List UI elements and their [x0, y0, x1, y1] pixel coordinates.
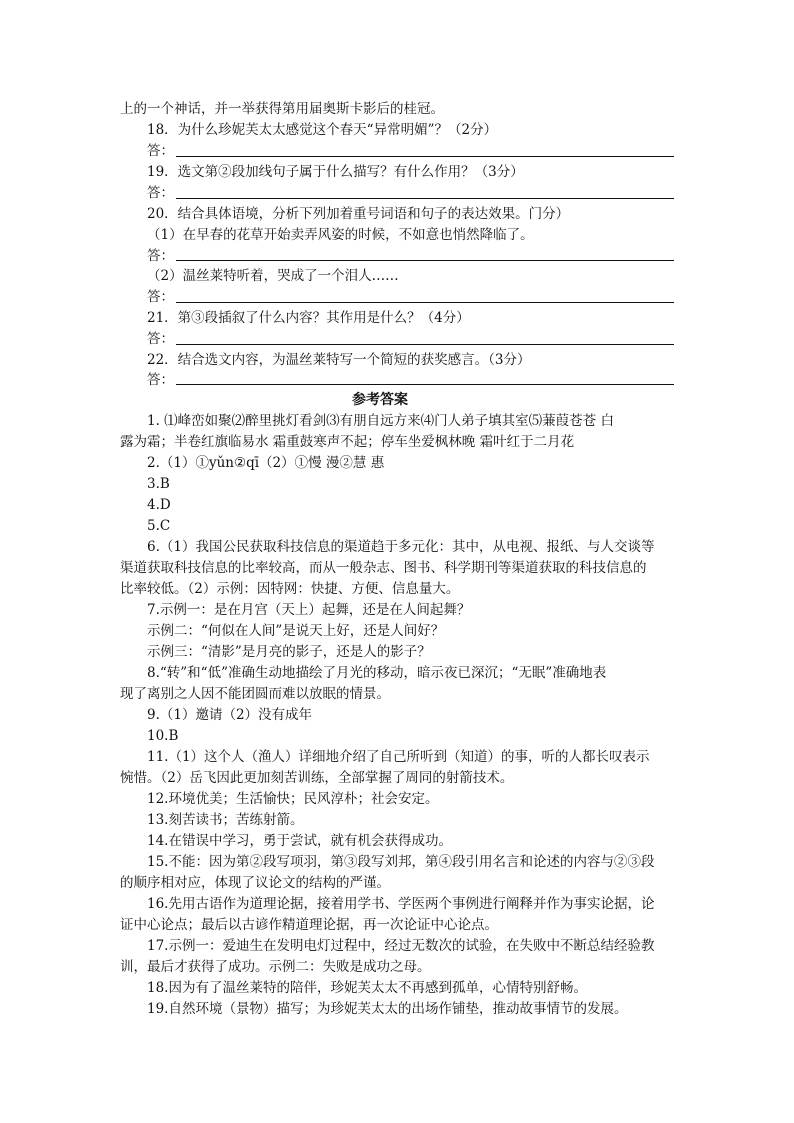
answer-5: 5.C [147, 518, 171, 534]
answer-13: 13.刻苦读书；苦练射箭。 [147, 812, 304, 828]
answer-7-line-3: 示例三：“清影”是月亮的影子，还是人的影子？ [147, 644, 431, 660]
answer-3: 3.B [147, 476, 170, 492]
question-20: 20．结合具体语境，分析下列加着重号词语和句子的表达效果。门分） [147, 206, 570, 222]
answer-9: 9.（1）邀请（2）没有成年 [147, 707, 313, 723]
answer-18: 18.因为有了温丝莱特的陪伴，珍妮芙太太不再感到孤单，心情特别舒畅。 [147, 980, 587, 996]
answer-line-20-1[interactable] [176, 260, 674, 261]
answers-heading: 参考答案 [352, 392, 408, 408]
question-20-2: （2）温丝莱特听着，哭成了一个泪人…… [147, 268, 399, 284]
answer-12: 12.环境优美；生活愉快；民风淳朴；社会安定。 [147, 791, 439, 807]
answer-line-19[interactable] [176, 198, 674, 199]
answer-6-line-2: 渠道获取科技信息的比率较高，而从一般杂志、图书、科学期刊等渠道获取的科技信息的 [120, 560, 647, 576]
answer-label-22: 答： [147, 372, 174, 388]
answer-label-19: 答： [147, 185, 174, 201]
question-18: 18．为什么珍妮芙太太感觉这个春天“异常明媚”？（2分） [147, 122, 498, 138]
answer-11-line-1: 11.（1）这个人（渔人）详细地介绍了自己所听到（知道）的事，听的人都长叹表示 [147, 749, 650, 765]
answer-19: 19.自然环境（景物）描写；为珍妮芙太太的出场作铺垫，推动故事情节的发展。 [147, 1001, 628, 1017]
answer-17-line-1: 17.示例一：爱迪生在发明电灯过程中，经过无数次的试验，在失败中不断总结经验教 [147, 938, 655, 954]
answer-8-line-1: 8.“转”和“低”准确生动地描绘了月光的移动，暗示夜已深沉；“无眠”准确地表 [147, 665, 607, 681]
answer-6-line-3: 比率较低。（2）示例：因特网：快捷、方便、信息量大。 [120, 581, 460, 597]
answer-7-line-2: 示例二：“何似在人间”是说天上好，还是人间好？ [147, 623, 445, 639]
question-20-1: （1）在早春的花草开始卖弄风姿的时候，不如意也悄然降临了。 [147, 227, 534, 243]
answer-label-18: 答： [147, 143, 174, 159]
answer-line-18[interactable] [176, 156, 674, 157]
answer-15-line-2: 的顺序相对应，体现了议论文的结构的严谨。 [120, 875, 390, 891]
intro-tail-text: 上的一个神话，并一举获得第用届奥斯卡影后的桂冠。 [120, 101, 444, 117]
answer-16-line-1: 16.先用古语作为道理论据，接着用学书、学医两个事例进行阐释并作为事实论据，论 [147, 896, 655, 912]
answer-14: 14.在错误中学习，勇于尝试，就有机会获得成功。 [147, 833, 452, 849]
answer-15-line-1: 15.不能：因为第②段写项羽，第③段写刘邦，第④段引用名言和论述的内容与②③段 [147, 854, 655, 870]
question-19: 19．选文第②段加线句子属于什么描写？有什么作用？（3分） [147, 164, 524, 180]
answer-line-21[interactable] [176, 344, 674, 345]
answer-11-line-2: 惋惜。（2）岳飞因此更加刻苦训练，全部掌握了周同的射箭技术。 [120, 770, 514, 786]
answer-1-line-2: 露为霜；半卷红旗临易水 霜重鼓寒声不起；停车坐爱枫林晚 霜叶红于二月花 [120, 434, 575, 450]
answer-6-line-1: 6.（1）我国公民获取科技信息的渠道趋于多元化：其中，从电视、报纸、与人交谈等 [147, 539, 655, 555]
question-22: 22．结合选文内容，为温丝莱特写一个简短的获奖感言。（3分） [147, 352, 531, 368]
answer-line-22[interactable] [176, 384, 674, 385]
question-21: 21．第③段插叙了什么内容？其作用是什么？（4分） [147, 310, 470, 326]
answer-7-line-1: 7.示例一：是在月宫（天上）起舞，还是在人间起舞？ [147, 602, 471, 618]
answer-1-line-1: 1. ⑴峰峦如聚⑵醉里挑灯看剑⑶有朋自远方来⑷门人弟子填其室⑸蒹葭苍苍 白 [147, 413, 614, 429]
answer-10: 10.B [147, 728, 179, 744]
answer-17-line-2: 训，最后才获得了成功。示例二：失败是成功之母。 [120, 959, 431, 975]
answer-4: 4.D [147, 497, 171, 513]
answer-label-20-1: 答： [147, 248, 174, 264]
answer-16-line-2: 证中心论点；最后以古谚作精道理论据，再一次论证中心论点。 [120, 917, 498, 933]
answer-line-20-2[interactable] [176, 302, 674, 303]
answer-label-21: 答： [147, 331, 174, 347]
answer-2: 2.（1）①yǔn②qī（2）①慢 漫②慧 惠 [147, 455, 385, 471]
answer-label-20-2: 答： [147, 289, 174, 305]
answer-8-line-2: 现了离别之人因不能团圆而难以放眠的情景。 [120, 686, 390, 702]
